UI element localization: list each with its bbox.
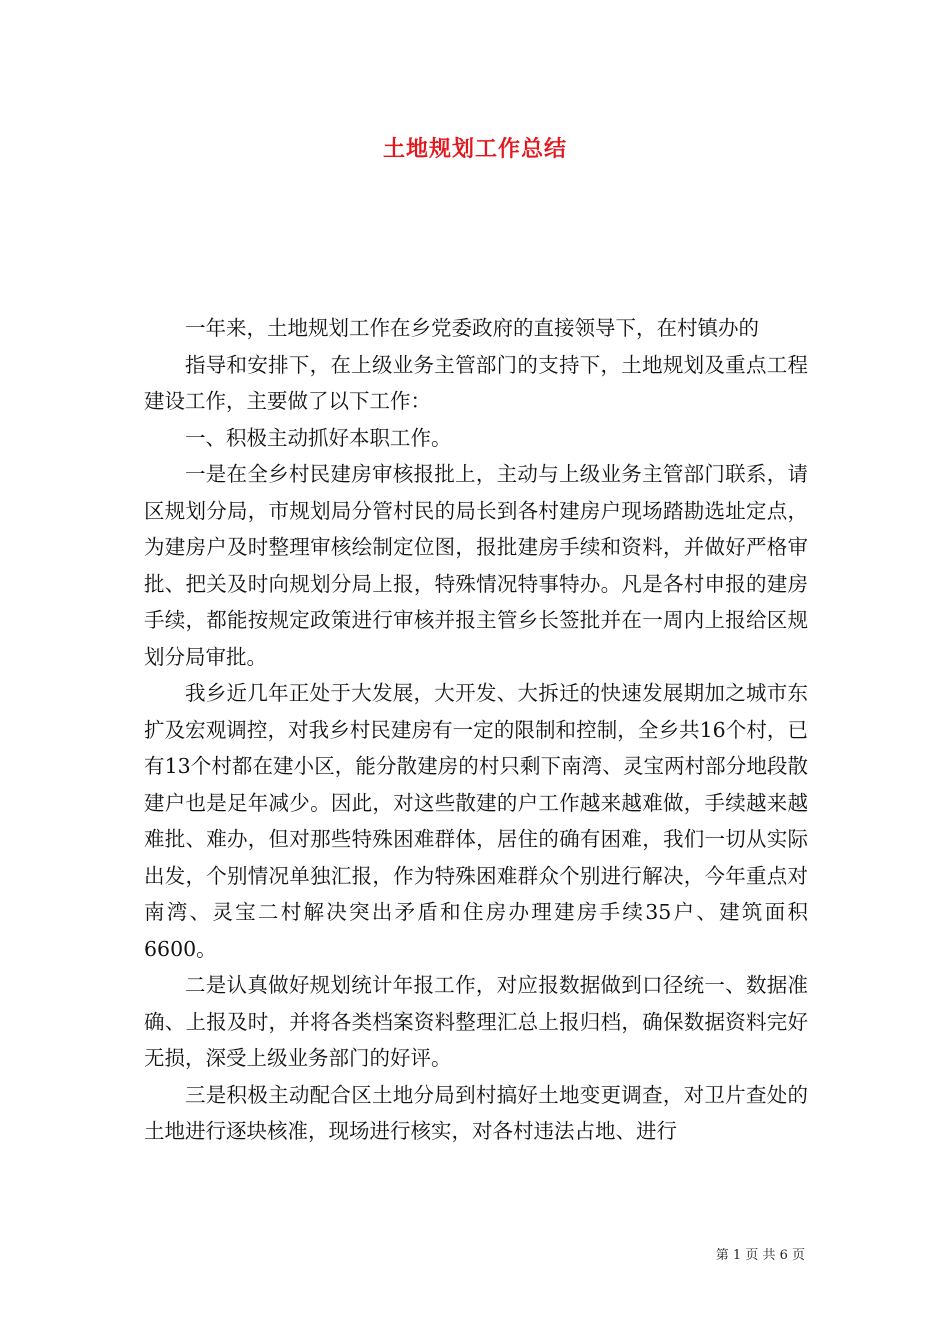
paragraph: 一年来，土地规划工作在乡党委政府的直接领导下，在村镇办的 [185, 316, 759, 340]
paragraph: 三是积极主动配合区土地分局到村搞好土地变更调查，对卫片查处的土地进行逐块核准，现场进行核实，对各村违法占地、进行 [144, 1082, 808, 1143]
document-title: 土地规划工作总结 [382, 136, 567, 162]
paragraph: 指导和安排下，在上级业务主管部门的支持下，土地规划及重点工程建设工作，主要做了以下工作： [144, 352, 808, 413]
paragraph: 一是在全乡村民建房审核报批上，主动与上级业务主管部门联系，请区规划分局，市规划局分管村民的局长到各村建房户现场踏勘选址定点，为建房户及时整理审核绘制定位图，报批建房手续和资料，并做好严格审批、把关及时向规划分局上报，特殊情况特事特办。凡是各村申报的建房手续，都能按规定政策进行审核并报主管乡长签批并在一周内上报给区规划分局审批。 [144, 462, 808, 669]
document-body [144, 310, 808, 1150]
paragraph: 二是认真做好规划统计年报工作，对应报数据做到口径统一、数据准确、上报及时，并将各类档案资料整理汇总上报归档，确保数据资料完好无损，深受上级业务部门的好评。 [144, 973, 808, 1070]
paragraph: 我乡近几年正处于大发展，大开发、大拆迁的快速发展期加之城市东扩及宏观调控，对我乡村民建房有一定的限制和控制，全乡共16个村，已有13个村都在建小区，能分散建房的村只剩下南湾、灵宝两村部分地段散建户也是足年减少。因此，对这些散建的户工作越来越难做，手续越来越难批、难办，但对那些特殊困难群体，居住的确有困难，我们一切从实际出发，个别情况单独汇报，作为特殊困难群众个别进行解决，今年重点对南湾、灵宝二村解决突出矛盾和住房办理建房手续35户、建筑面积6600。 [144, 681, 808, 961]
paragraph: 一、积极主动抓好本职工作。 [185, 425, 452, 450]
page-number: 第 1 页 共 6 页 [715, 1248, 805, 1263]
